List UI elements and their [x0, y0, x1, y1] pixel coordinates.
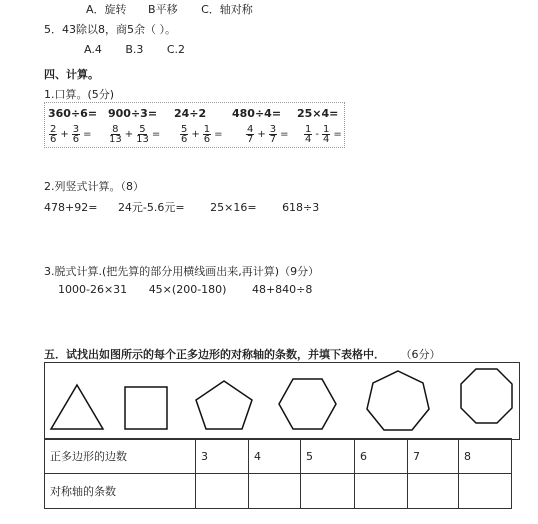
table-cell: 8 [459, 439, 512, 474]
stepwise-calc-item: 45×(200-180) [148, 283, 227, 296]
table-cell: 4 [249, 439, 301, 474]
answer-cell[interactable] [196, 474, 249, 509]
vertical-calc-items [44, 199, 319, 215]
table-row [45, 474, 512, 509]
answer-cell[interactable] [355, 474, 408, 509]
mental-arithmetic-box [44, 102, 345, 148]
section4-title: 四、计算。 [44, 68, 99, 81]
fraction-item: 2 6 + $\frac{3}{6}$ = [50, 124, 92, 145]
vertical-calc-title: 2.列竖式计算。（8） [44, 180, 144, 193]
vertical-calc-item: 24元-5.6元= [117, 201, 185, 214]
pentagon-shape [196, 381, 252, 429]
answer-cell[interactable] [301, 474, 355, 509]
q5-option-b: B.3 [125, 43, 144, 56]
polygons-figure [44, 362, 520, 440]
q5-options [84, 43, 185, 56]
mental-item: 480÷4= [232, 107, 282, 120]
q4-option-a: A．旋转 [86, 3, 127, 16]
section5-score: （6分） [400, 348, 441, 361]
fraction-item: 1 4 - $\frac{1}{4}$ = [305, 124, 342, 145]
mental-item: 900÷3= [108, 107, 158, 120]
q4-options [86, 1, 253, 17]
table-header-sides: 正多边形的边数 [45, 439, 196, 474]
square-shape [125, 387, 167, 429]
stepwise-calc-item: 48+840÷8 [251, 283, 313, 296]
q4-option-b: B平移 [148, 3, 178, 16]
stepwise-calc-title: 3.脱式计算.(把先算的部分用横线画出来,再计算)（9分） [44, 265, 320, 278]
stepwise-calc-items [58, 283, 312, 296]
table-row [45, 439, 512, 474]
mental-item: 360÷6= [48, 107, 98, 120]
answer-cell[interactable] [408, 474, 459, 509]
vertical-calc-item: 25×16= [210, 201, 257, 214]
mental-item: 24÷2 [174, 107, 207, 120]
mental-title: 1.口算。(5分) [44, 88, 115, 101]
q5-option-c: C.2 [166, 43, 186, 56]
table-cell: 6 [355, 439, 408, 474]
vertical-calc-item: 478+92= [44, 201, 98, 214]
q5-option-a: A.4 [84, 43, 102, 56]
table-cell: 3 [196, 439, 249, 474]
hexagon-shape [279, 379, 336, 429]
octagon-shape [461, 369, 512, 423]
fraction-item: 4 7 + $\frac{3}{7}$ = [247, 124, 289, 145]
symmetry-table [44, 438, 512, 509]
section5-title [44, 346, 441, 362]
section5-question: 五．试找出如图所示的每个正多边形的对称轴的条数，并填下表格中． [44, 348, 385, 361]
answer-cell[interactable] [249, 474, 301, 509]
triangle-shape [51, 385, 103, 429]
answer-cell[interactable] [459, 474, 512, 509]
q5-question: 5．43除以8，商5余（ ）。 [44, 23, 176, 36]
table-header-axes: 对称轴的条数 [45, 474, 196, 509]
q4-option-c: C．轴对称 [201, 3, 253, 16]
polygons-svg [45, 363, 519, 439]
vertical-calc-item: 618÷3 [282, 201, 320, 214]
fraction-item: 8 13 + $\frac{5}{13}$ = [109, 124, 161, 145]
heptagon-shape [367, 371, 429, 430]
table-cell: 7 [408, 439, 459, 474]
mental-item: 25×4= [297, 107, 339, 120]
table-cell: 5 [301, 439, 355, 474]
fraction-item: 5 6 + $\frac{1}{6}$ = [181, 124, 223, 145]
stepwise-calc-item: 1000-26×31 [58, 283, 128, 296]
